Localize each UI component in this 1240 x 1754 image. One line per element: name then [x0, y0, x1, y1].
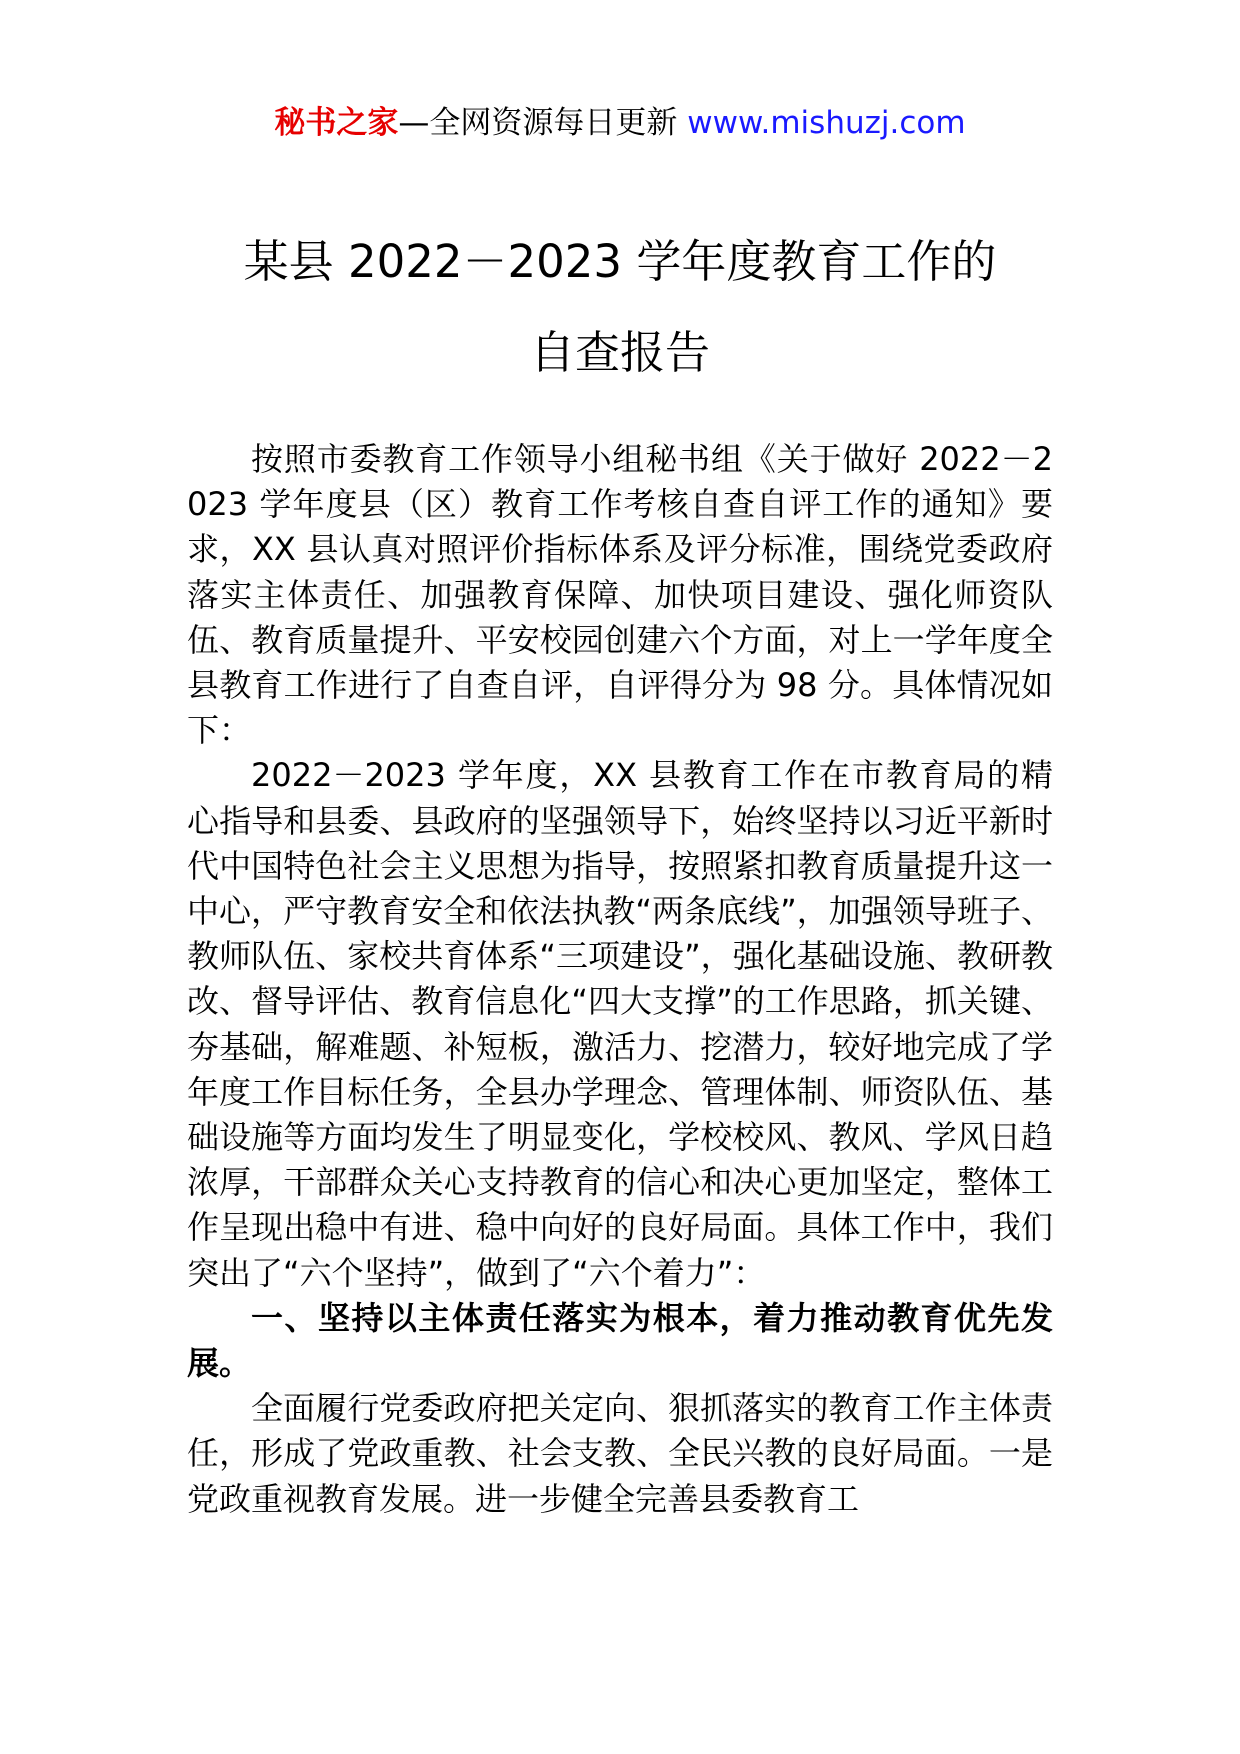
banner-dash: —: [398, 105, 430, 141]
section-heading-1: 一、坚持以主体责任落实为根本，着力推动教育优先发展。: [187, 1298, 1053, 1383]
document-title-line-2: 自查报告: [529, 326, 710, 379]
site-banner: [0, 100, 1240, 146]
document-title-line-1: 某县 2022－2023 学年度教育工作的: [243, 235, 997, 288]
paragraph-section-1: 全面履行党委政府把关定向、狠抓落实的教育工作主体责任，形成了党政重教、社会支教、全民兴教的良好局面。一是党政重视教育发展。进一步健全完善县委教育工: [187, 1389, 1053, 1518]
paragraph-overview: 2022－2023 学年度，XX 县教育工作在市教育局的精心指导和县委、县政府的坚强领导下，始终坚持以习近平新时代中国特色社会主义思想为指导，按照紧扣教育质量提升这一中心，严守教育安全和依法执教“两条底线”，加强领导班子、教师队伍、家校共育体系“三项建设”，强化基础设施、教研教改、督导评估、教育信息化“四大支撑”的工作思路，抓关键、夯基础，解难题、补短板，激活力、挖潜力，较好地完成了学年度工作目标任务，全县办学理念、管理体制、师资队伍、基础设施等方面均发生了明显变化，学校校风、教风、学风日趋浓厚，干部群众关心支持教育的信心和决心更加坚定，整体工作呈现出稳中有进、稳中向好的良好局面。具体工作中，我们突出了“六个坚持”，做到了“六个着力”：: [187, 756, 1053, 1292]
banner-url-link[interactable]: www.mishuzj.com: [687, 105, 966, 141]
document-body: [187, 437, 1053, 1522]
paragraph-intro: 按照市委教育工作领导小组秘书组《关于做好 2022－2023 学年度县（区）教育工作考核自查自评工作的通知》要求，XX 县认真对照评价指标体系及评分标准，围绕党委政府落实主体责任、加强教育保障、加快项目建设、强化师资队伍、教育质量提升、平安校园创建六个方面，对上一学年度全县教育工作进行了自查自评，自评得分为 98 分。具体情况如下：: [187, 440, 1053, 750]
banner-tagline: 全网资源每日更新: [429, 105, 678, 141]
banner-brand: 秘书之家: [274, 105, 399, 141]
